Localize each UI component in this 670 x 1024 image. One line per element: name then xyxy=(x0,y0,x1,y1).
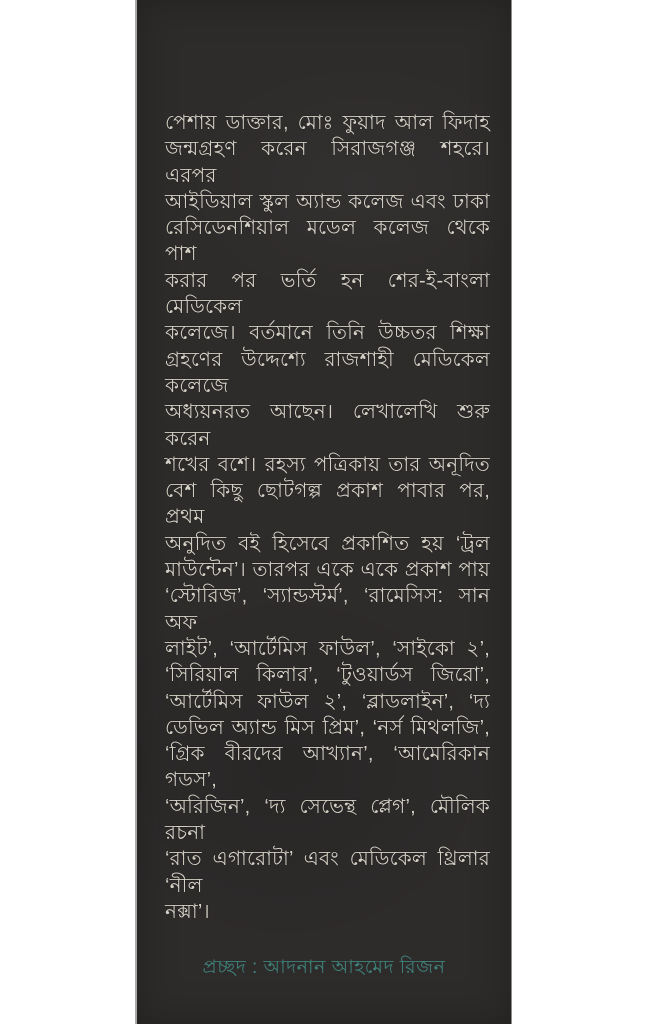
bio-line: ‘রাত এগারোটা’ এবং মেডিকেল থ্রিলার ‘নীল xyxy=(165,848,490,897)
bio-line: শখের বশে। রহস্য পত্রিকায় তার অনূদিত xyxy=(165,453,490,476)
bio-line: জন্মগ্রহণ করেন সিরাজগঞ্জ শহরে। এরপর xyxy=(165,138,490,187)
cover-designer-credit: প্রচ্ছদ : আদনান আহমেদ রিজন xyxy=(202,957,446,978)
bio-line: অধ্যয়নরত আছেন। লেখালেখি শুরু করেন xyxy=(165,401,490,450)
bio-line: ‘গ্রিক বীরদের আখ্যান’, ‘আমেরিকান গডস’, xyxy=(165,743,490,792)
bio-line: কলেজে। বর্তমানে তিনি উচ্চতর শিক্ষা xyxy=(165,322,490,345)
bio-line: ‘অরিজিন’, ‘দ্য সেভেন্থ প্লেগ’, মৌলিক রচনা xyxy=(165,795,490,845)
bio-line: ‘আর্টেমিস ফাউল ২’, ‘ব্লাডলাইন’, ‘দ্য xyxy=(165,690,490,713)
book-back-cover xyxy=(135,0,512,1024)
bio-line: বেশ কিছু ছোটগল্প প্রকাশ পাবার পর, প্রথম xyxy=(165,480,490,529)
bio-line: ‘সিরিয়াল কিলার’, ‘টুওয়ার্ডস জিরো’, xyxy=(165,664,490,687)
bio-line: লাইট’, ‘আর্টেমিস ফাউল’, ‘সাইকো ২’, xyxy=(165,637,490,660)
bio-line: গ্রহণের উদ্দেশ্যে রাজশাহী মেডিকেল কলেজে xyxy=(165,348,490,397)
bio-line: রেসিডেনশিয়াল মডেল কলেজ থেকে পাশ xyxy=(165,217,490,266)
bio-line: ডেভিল অ্যান্ড মিস প্রিম’, ‘নর্স মিথলজি’, xyxy=(165,716,490,739)
bio-line: করার পর ভর্তি হন শের-ই-বাংলা মেডিকেল xyxy=(165,269,490,319)
bio-line: মাউন্টেন’। তারপর একে একে প্রকাশ পায় xyxy=(165,559,490,582)
bio-line: নক্সা’। xyxy=(165,900,210,923)
bio-line: অনুদিত বই হিসেবে প্রকাশিত হয় ‘ট্রল xyxy=(165,532,490,555)
bio-line: পেশায় ডাক্তার, মোঃ ফুয়াদ আল ফিদাহ xyxy=(165,112,490,134)
author-bio-paragraph xyxy=(165,110,490,925)
bio-line: আইডিয়াল স্কুল অ্যান্ড কলেজ এবং ঢাকা xyxy=(165,190,490,213)
bio-line: ‘স্টোরিজ’, ‘স্যান্ডস্টর্ম’, ‘রামেসিস: সান অফ xyxy=(165,585,490,634)
